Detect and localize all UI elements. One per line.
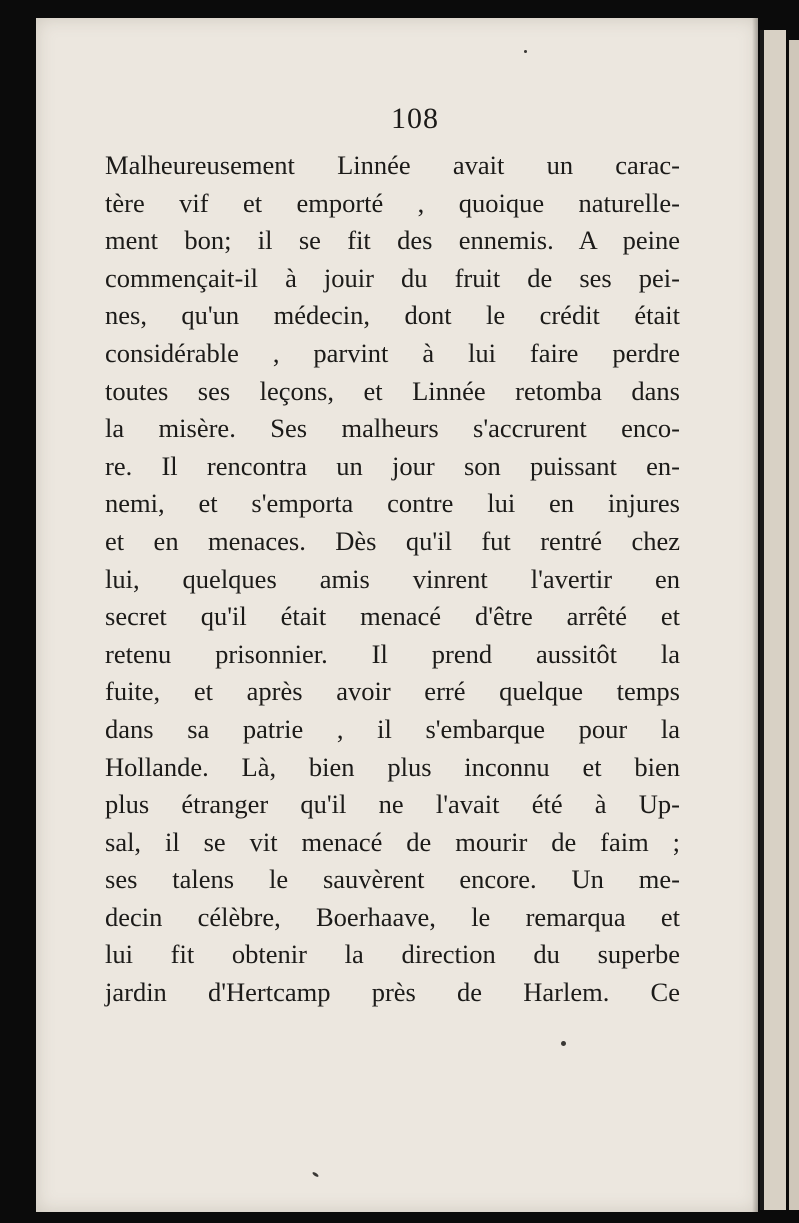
page-number: 108 xyxy=(391,102,439,135)
text-line: commençait-il à jouir du fruit de ses pei- xyxy=(105,262,680,293)
text-line: sal, il se vit menacé de mourir de faim ; xyxy=(105,826,680,857)
adjacent-page-edge xyxy=(760,30,786,1210)
text-line: Hollande. Là, bien plus inconnu et bien xyxy=(105,751,680,782)
text-line: jardin d'Hertcamp près de Harlem. Ce xyxy=(105,977,680,1008)
text-line: ment bon; il se fit des ennemis. A peine xyxy=(105,225,680,256)
text-line: secret qu'il était menacé d'être arrêté et xyxy=(105,601,680,632)
text-line: et en menaces. Dès qu'il fut rentré chez xyxy=(105,525,680,556)
paper-speck xyxy=(561,1041,566,1046)
text-line: la misère. Ses malheurs s'accrurent enco- xyxy=(105,413,680,444)
body-text xyxy=(105,147,680,1012)
text-line: nemi, et s'emporta contre lui en injures xyxy=(105,488,680,519)
text-line: lui fit obtenir la direction du superbe xyxy=(105,939,680,970)
text-line: fuite, et après avoir erré quelque temps xyxy=(105,676,680,707)
text-line: tère vif et emporté , quoique naturelle- xyxy=(105,187,680,218)
text-line: Malheureusement Linnée avait un carac- xyxy=(105,150,680,180)
text-line: considérable , parvint à lui faire perdre xyxy=(105,337,680,368)
text-line: plus étranger qu'il ne l'avait été à Up- xyxy=(105,789,680,820)
text-line: toutes ses leçons, et Linnée retomba dans xyxy=(105,375,680,406)
text-line: nes, qu'un médecin, dont le crédit était xyxy=(105,300,680,331)
text-line: decin célèbre, Boerhaave, le remarqua et xyxy=(105,901,680,932)
paper-speck xyxy=(524,50,527,53)
text-line: retenu prisonnier. Il prend aussitôt la xyxy=(105,638,680,669)
adjacent-page-edge-outer xyxy=(789,40,799,1210)
text-line: lui, quelques amis vinrent l'avertir en xyxy=(105,563,680,594)
text-line: ses talens le sauvèrent encore. Un me- xyxy=(105,864,680,895)
text-line: dans sa patrie , il s'embarque pour la xyxy=(105,713,680,744)
text-line: re. Il rencontra un jour son puissant en- xyxy=(105,450,680,481)
